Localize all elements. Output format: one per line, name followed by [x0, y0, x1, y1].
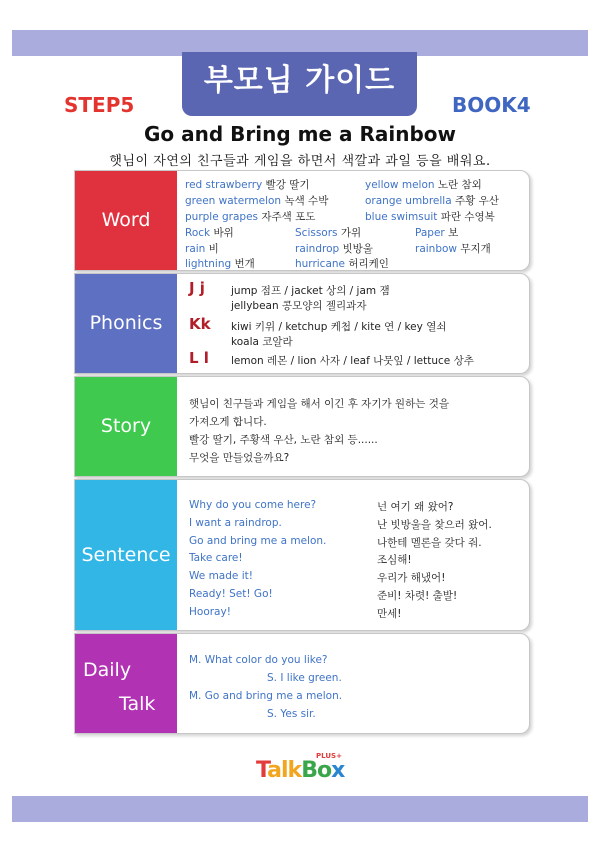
word-item: rain 비 [185, 243, 219, 255]
daily-talk-content [185, 634, 521, 733]
step-label: STEP5 [64, 93, 135, 117]
sentence-ko: 준비! 차렷! 출발! [377, 590, 458, 602]
sentence-ko: 조심해! [377, 554, 412, 566]
bottom-band [12, 796, 588, 822]
sentence-en: We made it! [189, 570, 253, 582]
phonics-letter-k: Kk [189, 315, 211, 333]
sentence-content [185, 480, 521, 630]
dialogue-line: S. I like green. [267, 672, 342, 684]
sentence-ko: 만세! [377, 608, 402, 620]
dialogue-line: M. Go and bring me a melon. [189, 690, 343, 702]
word-item: rainbow 무지개 [415, 243, 491, 255]
daily-label-line2: Talk [119, 693, 156, 715]
daily-talk-section [74, 633, 530, 734]
dialogue-line: M. What color do you like? [189, 654, 328, 666]
word-item: yellow melon 노란 참외 [365, 179, 482, 191]
phonics-letter-j: J j [189, 279, 205, 297]
sentence-ko: 나한테 멜론을 갖다 줘. [377, 537, 482, 549]
word-content [185, 171, 521, 270]
logo-plus: PLUS+ [316, 752, 342, 760]
word-item: Rock 바위 [185, 227, 234, 239]
phonics-section [74, 273, 530, 374]
story-content [185, 377, 521, 476]
word-item: red strawberry 빨강 딸기 [185, 179, 310, 191]
sentence-ko: 우리가 해냈어! [377, 572, 446, 584]
word-item: lightning 번개 [185, 258, 255, 270]
phonics-letter-l: L l [189, 349, 209, 367]
story-label: Story [75, 377, 177, 476]
word-item: Paper 보 [415, 227, 459, 239]
sentence-en: Go and bring me a melon. [189, 535, 327, 547]
logo-wordmark: TalkBox [256, 758, 345, 783]
phonics-line: lemon 레몬 / lion 사자 / leaf 나뭇잎 / lettuce 상추 [231, 355, 474, 367]
story-section [74, 376, 530, 477]
dialogue-line: S. Yes sir. [267, 708, 316, 720]
sentence-en: Hooray! [189, 606, 231, 618]
word-item: green watermelon 녹색 수박 [185, 195, 329, 207]
main-title: Go and Bring me a Rainbow [144, 122, 456, 146]
word-item: hurricane 허리케인 [295, 258, 389, 270]
word-item: Scissors 가위 [295, 227, 362, 239]
phonics-line: koala 코알라 [231, 336, 293, 348]
phonics-line: kiwi 키위 / ketchup 케첩 / kite 연 / key 열쇠 [231, 321, 447, 333]
word-label: Word [75, 171, 177, 270]
word-item: blue swimsuit 파란 수영복 [365, 211, 495, 223]
sentence-en: I want a raindrop. [189, 517, 282, 529]
word-item: purple grapes 자주색 포도 [185, 211, 316, 223]
phonics-content [185, 274, 521, 373]
sentence-section [74, 479, 530, 631]
daily-label-line1: Daily [83, 659, 132, 681]
phonics-line: jellybean 콩모양의 젤리과자 [231, 300, 367, 312]
talkbox-plus-logo [256, 752, 346, 786]
sentence-en: Why do you come here? [189, 499, 317, 511]
story-line: 빨강 딸기, 주황색 우산, 노란 참외 등...... [189, 434, 378, 446]
phonics-line: jump 점프 / jacket 상의 / jam 잼 [231, 285, 390, 297]
sentence-label: Sentence [75, 480, 177, 630]
word-item: raindrop 빗방울 [295, 243, 373, 255]
sentence-ko: 난 빗방울을 찾으러 왔어. [377, 519, 492, 531]
story-line: 무엇을 만들었을까요? [189, 452, 290, 464]
story-line: 햇님이 친구들과 게임을 해서 이긴 후 자기가 원하는 것을 [189, 398, 449, 410]
story-line: 가져오게 합니다. [189, 416, 267, 428]
subtitle: 햇님이 자연의 친구들과 게임을 하면서 색깔과 과일 등을 배워요. [109, 154, 491, 169]
page-title: 부모님 가이드 [182, 52, 417, 116]
sentence-en: Take care! [189, 552, 243, 564]
sentence-ko: 넌 여기 왜 왔어? [377, 501, 454, 513]
daily-talk-label [75, 634, 177, 733]
word-item: orange umbrella 주황 우산 [365, 195, 499, 207]
word-section [74, 170, 530, 271]
phonics-label: Phonics [75, 274, 177, 373]
book-label: BOOK4 [452, 93, 531, 117]
sentence-en: Ready! Set! Go! [189, 588, 273, 600]
